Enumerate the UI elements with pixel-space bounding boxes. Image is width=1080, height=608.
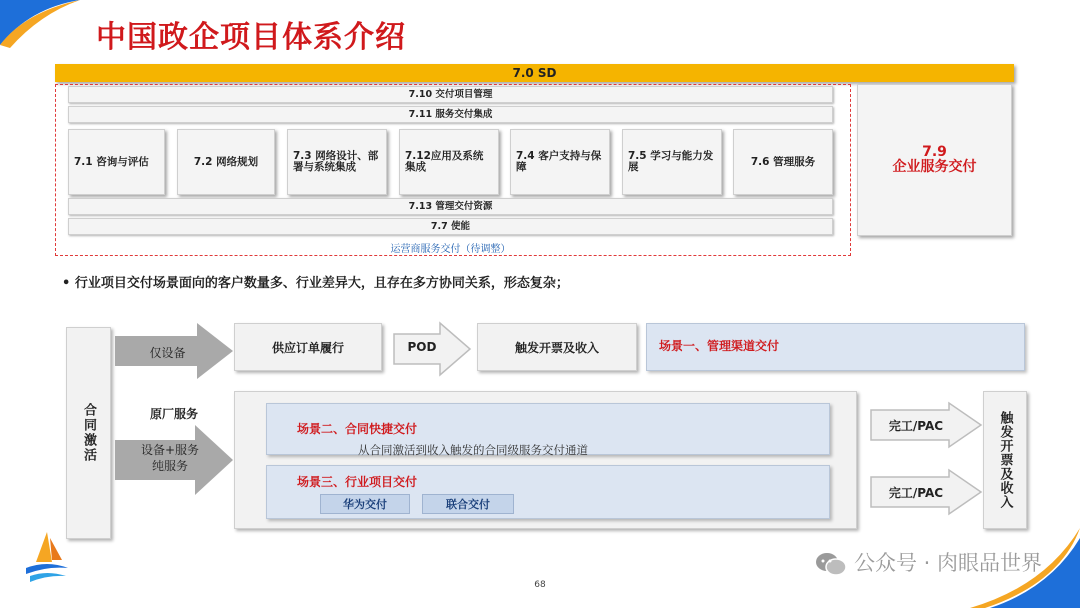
watermark xyxy=(815,547,1042,577)
row-7-7: 7.7 使能 xyxy=(68,218,833,235)
wechat-icon xyxy=(815,552,847,576)
huawei-delivery-tag: 华为交付 xyxy=(320,494,410,514)
cell-7-12: 7.12应用及系统集成 xyxy=(399,129,499,195)
corner-decoration-top-left xyxy=(0,0,80,60)
box-7-9-text: 企业服务交付 xyxy=(892,159,977,175)
box-7-9-number: 7.9 xyxy=(922,144,947,160)
pod-label: POD xyxy=(407,340,437,354)
joint-delivery-tag: 联合交付 xyxy=(422,494,514,514)
cell-7-6: 7.6 管理服务 xyxy=(733,129,833,195)
trigger-invoice-right-text: 触发开票及收入 xyxy=(997,411,1013,509)
pac-label-2: 完工/PAC xyxy=(888,486,944,500)
factory-service-label: 原厂服务 xyxy=(150,407,199,421)
operator-label: 运营商服务交付（待调整） xyxy=(390,244,511,255)
page-title: 中国政企项目体系介绍 xyxy=(96,20,406,55)
page-number: 68 xyxy=(534,580,546,590)
company-logo xyxy=(22,530,72,585)
only-device-label: 仅设备 xyxy=(149,346,186,360)
scene-2-label: 场景二、合同快捷交付 xyxy=(297,422,418,436)
scene-1-box xyxy=(646,323,1025,371)
watermark-text: 公众号 · 肉眼品世界 xyxy=(853,551,1042,575)
sd-bar: 7.0 SD xyxy=(55,64,1014,82)
cell-7-3: 7.3 网络设计、部署与系统集成 xyxy=(287,129,387,195)
pac-label-1: 完工/PAC xyxy=(888,419,944,433)
row-7-10: 7.10 交付项目管理 xyxy=(68,86,833,103)
box-7-9 xyxy=(857,84,1012,236)
scene-3-label: 场景三、行业项目交付 xyxy=(297,475,418,489)
trigger-invoice-box: 触发开票及收入 xyxy=(477,323,637,371)
cell-7-4: 7.4 客户支持与保障 xyxy=(510,129,610,195)
cell-7-5: 7.5 学习与能力发展 xyxy=(622,129,722,195)
row-7-11: 7.11 服务交付集成 xyxy=(68,106,833,123)
supply-order-box: 供应订单履行 xyxy=(234,323,382,371)
bullet-point: • 行业项目交付场景面向的客户数量多、行业差异大，且存在多方协同关系，形态复杂； xyxy=(62,276,569,291)
contract-activation-box xyxy=(66,327,111,539)
scene-1-label: 场景一、管理渠道交付 xyxy=(659,339,780,353)
contract-activation-text: 合同激活 xyxy=(81,403,96,463)
scene-2-description: 从合同激活到收入触发的合同级服务交付通道 xyxy=(358,443,588,457)
device-service-label: 设备+服务 纯服务 xyxy=(140,443,200,473)
row-7-13: 7.13 管理交付资源 xyxy=(68,198,833,215)
cell-7-2: 7.2 网络规划 xyxy=(177,129,275,195)
cell-7-1: 7.1 咨询与评估 xyxy=(68,129,165,195)
trigger-invoice-right-box xyxy=(983,391,1027,529)
bullet-text: 行业项目交付场景面向的客户数量多、行业差异大，且存在多方协同关系，形态复杂； xyxy=(74,276,569,291)
